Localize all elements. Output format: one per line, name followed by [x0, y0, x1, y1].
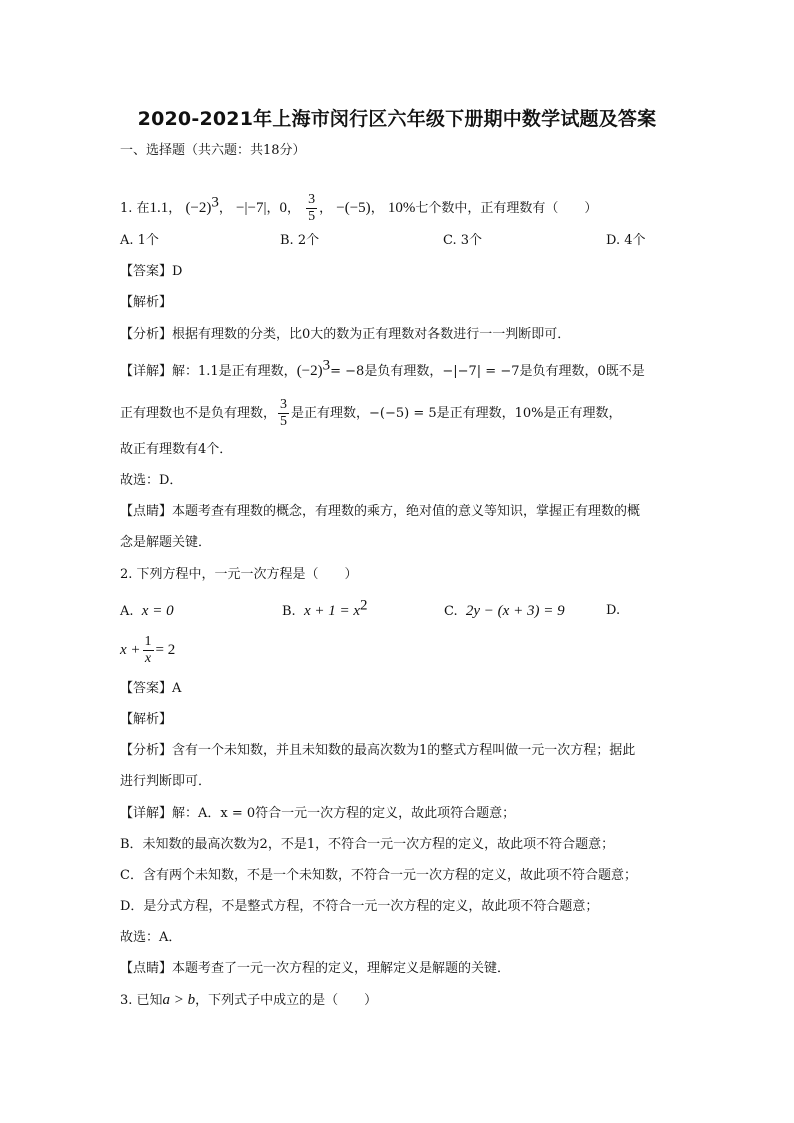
q2-option-d-post: = 2 — [155, 642, 176, 658]
q1-analysis-heading: 【解析】 — [120, 295, 173, 310]
q1-option-a: A. 1个 — [120, 233, 159, 248]
q1-exp: 3 — [211, 194, 219, 211]
q1-choose: 故选：D． — [120, 473, 183, 488]
question-2-stem: 2. 下列方程中，一元一次方程是（ ） — [120, 567, 358, 582]
q1-detail2-pre: 正有理数也不是负有理数， — [120, 406, 277, 421]
q1-detail-frac-num: 3 — [280, 397, 288, 412]
q1-percent: 10% — [387, 200, 416, 216]
q1-detail-pre: 【详解】解：1.1是正有理数， — [120, 364, 297, 379]
q1-detail-line-1 — [120, 357, 645, 381]
q1-detail2-post: 是正有理数，−(−5) = 5是正有理数，10%是正有理数， — [291, 406, 622, 421]
q1-expr-b: −|−7| — [236, 200, 267, 216]
q1-zero: 0 — [279, 200, 287, 216]
q2-detail-a: 【详解】解：A．x = 0符合一元一次方程的定义，故此项符合题意； — [120, 806, 516, 821]
q1-expr-a: (−2) — [185, 200, 212, 216]
q2-option-a-label: A. — [120, 604, 134, 619]
q2-detail-d: D．是分式方程，不是整式方程，不符合一元一次方程的定义，故此项不符合题意； — [120, 899, 599, 914]
q1-detail-power: (−2) — [296, 363, 323, 379]
q2-option-d-pre: x + — [120, 642, 141, 658]
q1-dianjing-1: 【点睛】本题考查有理数的概念，有理数的乘方，绝对值的意义等知识，掌握正有理数的概 — [120, 504, 641, 519]
q1-detail-eq2: −|−7| = −7是负有理数，0既不是 — [442, 364, 645, 379]
q2-dianjing: 【点睛】本题考查了一元一次方程的定义，理解定义是解题的关键． — [120, 961, 511, 976]
q1-fenxi: 【分析】根据有理数的分类，比0大的数为正有理数对各数进行一一判断即可． — [120, 327, 571, 342]
q1-prefix: 1. 在 — [120, 201, 150, 216]
q2-detail-c: C．含有两个未知数，不是一个未知数，不符合一元一次方程的定义，故此项不符合题意； — [120, 868, 637, 883]
q3-pre: 3. 已知 — [120, 993, 163, 1008]
q1-detail-eq1: = −8是负有理数， — [330, 364, 443, 379]
q2-option-b-label: B. — [282, 604, 296, 619]
q2-option-d-den: x — [144, 651, 152, 666]
q1-detail-fraction — [278, 397, 289, 430]
q2-fenxi-1: 【分析】含有一个未知数，并且未知数的最高次数为1的整式方程叫做一元一次方程；据此 — [120, 743, 636, 758]
q3-math: a > b — [162, 992, 196, 1008]
document-title: 2020-2021年上海市闵行区六年级下册期中数学试题及答案 — [137, 108, 657, 130]
q1-detail-frac-den: 5 — [280, 414, 288, 429]
question-1-stem: 1. 在1.1， $(-2)^3$， −|−7|，0， $\frac{3}{5}$ ， −(−5)， 10%七个数中，正有理数有（ ） — [120, 192, 598, 224]
q2-option-a — [120, 602, 174, 621]
q2-option-d-fraction — [143, 634, 154, 667]
q2-option-b-exp: 2 — [360, 597, 368, 614]
q1-frac-den: 5 — [308, 209, 316, 224]
q2-option-d-label: D. — [606, 603, 621, 618]
q2-choose: 故选：A． — [120, 930, 182, 945]
q1-suffix: 七个数中，正有理数有（ ） — [415, 201, 598, 216]
q2-detail-b: B．未知数的最高次数为2，不是1，不符合一元一次方程的定义，故此项不符合题意； — [120, 837, 615, 852]
q1-fraction — [306, 192, 317, 225]
q1-option-d: D. 4个 — [606, 233, 646, 248]
q1-frac-num: 3 — [308, 192, 316, 207]
q1-detail-line-3: 故正有理数有4个． — [120, 442, 233, 457]
q2-option-b — [282, 597, 368, 621]
q1-expr-c: −(−5) — [336, 200, 371, 216]
q2-option-c-label: C. — [444, 604, 458, 619]
q2-option-c — [444, 602, 565, 621]
q1-answer: 【答案】D — [120, 264, 183, 279]
q2-option-b-math: x + 1 = x — [303, 603, 361, 619]
question-3-stem — [120, 991, 377, 1010]
q2-option-d-math — [120, 632, 175, 669]
q2-option-a-math: x = 0 — [141, 603, 174, 619]
q2-analysis-heading: 【解析】 — [120, 712, 173, 727]
q2-option-c-math: 2y − (x + 3) = 9 — [465, 603, 565, 619]
section-heading: 一、选择题（共六题：共18分） — [120, 143, 306, 158]
q1-option-b: B. 2个 — [280, 233, 320, 248]
q2-fenxi-2: 进行判断即可． — [120, 774, 212, 789]
q2-option-d-num: 1 — [144, 634, 152, 649]
q1-detail-line-2 — [120, 397, 622, 431]
q1-dianjing-2: 念是解题关键． — [120, 535, 212, 550]
q1-detail-exp: 3 — [322, 357, 331, 374]
q1-num-1: 1.1 — [149, 200, 169, 216]
q1-option-c: C. 3个 — [443, 233, 483, 248]
q3-post: ，下列式子中成立的是（ ） — [195, 993, 378, 1008]
q2-answer: 【答案】A — [120, 681, 182, 696]
